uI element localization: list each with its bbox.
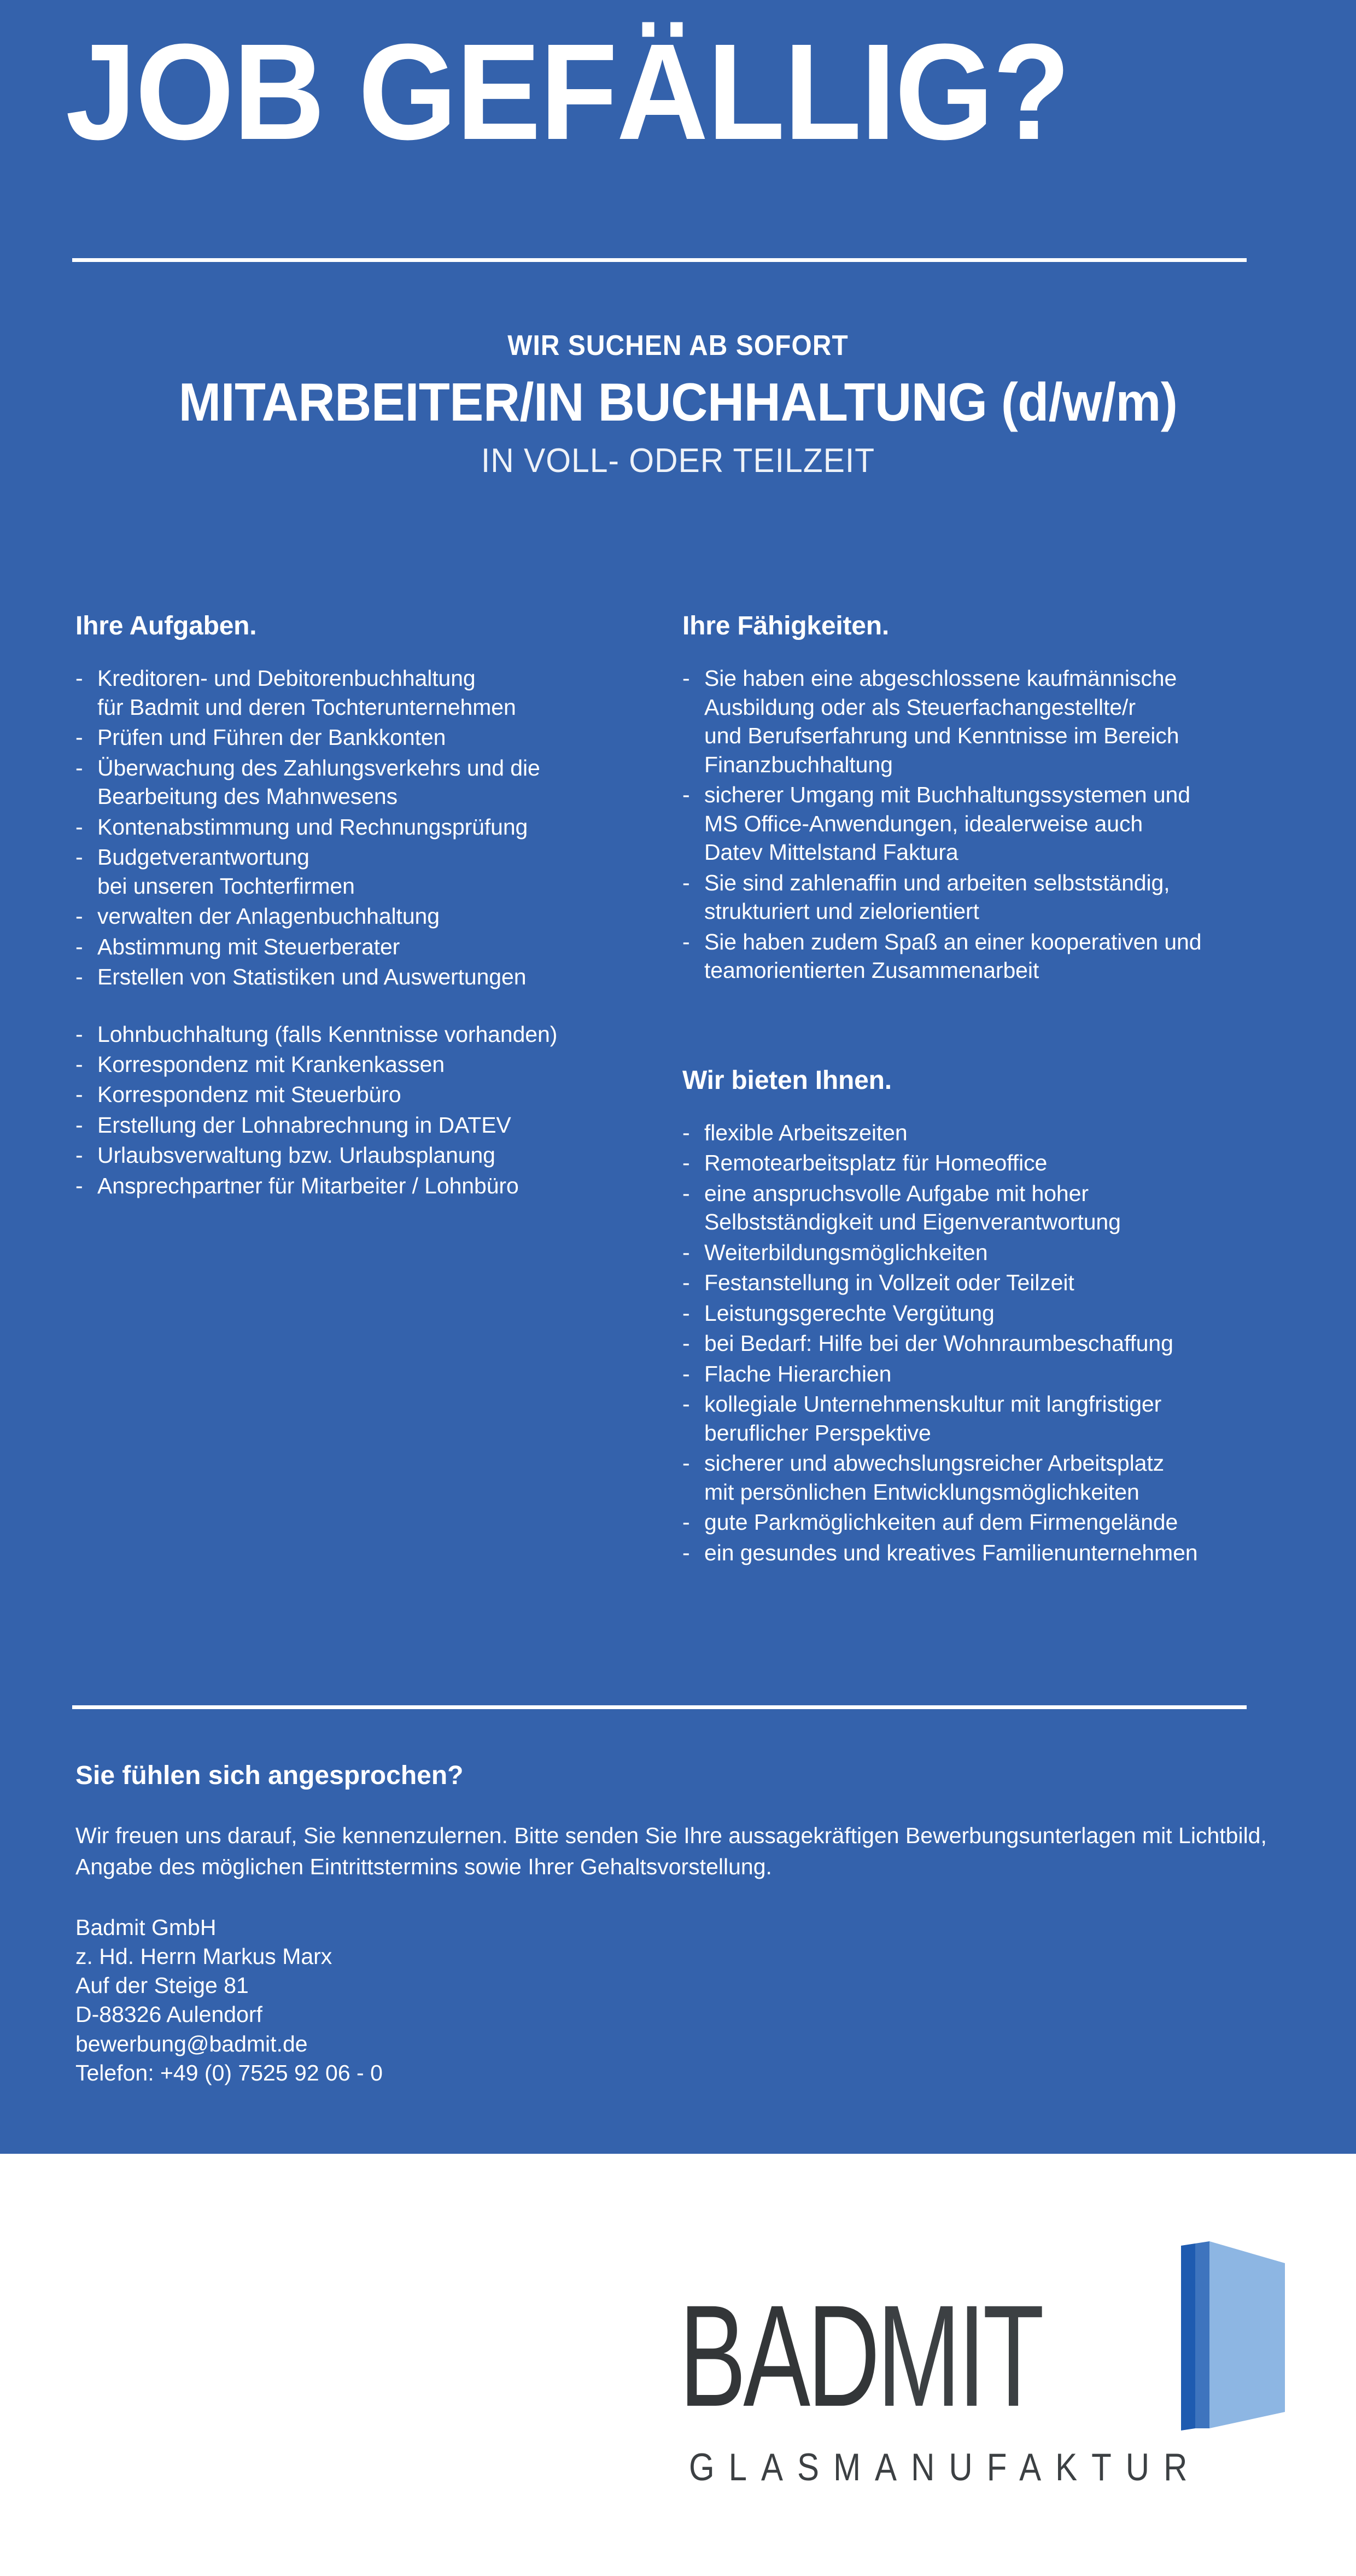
bullet-dash: - [75, 964, 83, 990]
tasks-list-secondary [75, 1020, 650, 1200]
list-item-text: Festanstellung in Vollzeit oder Teilzeit [704, 1270, 1074, 1296]
bullet-dash: - [75, 755, 83, 780]
list-item [682, 869, 1317, 926]
list-item [682, 1390, 1317, 1447]
list-item-text: Flache Hierarchien [704, 1361, 892, 1386]
kicker-text: WIR SUCHEN AB SOFORT [507, 330, 849, 362]
list-item [682, 1360, 1317, 1388]
list-item [75, 1080, 650, 1109]
bullet-dash: - [75, 725, 83, 750]
bullet-dash: - [75, 904, 83, 929]
contact-email[interactable]: bewerbung@badmit.de [75, 2031, 308, 2056]
list-item-text: Remotearbeitsplatz für Homeoffice [704, 1150, 1048, 1176]
logo-wordmark [679, 2275, 1042, 2437]
list-item [682, 780, 1317, 866]
list-item [75, 1020, 650, 1048]
list-item [682, 1268, 1317, 1297]
list-item-text: Erstellung der Lohnabrechnung in DATEV [97, 1112, 511, 1138]
skills-heading: Ihre Fähigkeiten. [682, 611, 890, 640]
divider-top [72, 258, 1247, 262]
list-item-text: Lohnbuchhaltung (falls Kenntnisse vorhanden) [97, 1021, 558, 1047]
contact-phone[interactable]: Telefon: +49 (0) 7525 92 06 - 0 [75, 2060, 383, 2086]
job-title-text: MITARBEITER/IN BUCHHALTUNG (d/w/m) [178, 372, 1178, 433]
contact-street: Auf der Steige 81 [75, 1973, 249, 1998]
list-item-text: Sie sind zahlenaffin und arbeiten selbstständig, strukturiert und zielorientiert [704, 870, 1170, 924]
bullet-dash: - [682, 929, 690, 954]
list-item [682, 1238, 1317, 1267]
list-item [75, 933, 650, 961]
bullet-dash: - [75, 934, 83, 959]
list-item [682, 1329, 1317, 1357]
bullet-dash: - [682, 1331, 690, 1356]
list-item [75, 1111, 650, 1139]
list-item [682, 1538, 1317, 1567]
list-item-text: eine anspruchsvolle Aufgabe mit hoher Selbstständigkeit und Eigenverantwortung [704, 1180, 1121, 1235]
bullet-dash: - [682, 782, 690, 808]
bullet-dash: - [682, 1361, 690, 1386]
badmit-logo [679, 2218, 1291, 2492]
bullet-dash: - [75, 814, 83, 840]
bullet-dash: - [75, 1082, 83, 1108]
bullet-dash: - [682, 870, 690, 895]
list-item [75, 843, 650, 900]
bullet-dash: - [682, 1510, 690, 1535]
subheading-block [0, 330, 1356, 480]
list-item [75, 963, 650, 991]
bullet-dash: - [682, 1180, 690, 1206]
list-item-text: Erstellen von Statistiken und Auswertungen [97, 964, 527, 990]
skills-offer-column [682, 613, 1317, 1569]
list-item-text: bei Bedarf: Hilfe bei der Wohnraumbeschaffung [704, 1331, 1173, 1356]
bullet-dash: - [682, 1270, 690, 1296]
bullet-dash: - [75, 1052, 83, 1077]
list-item-text: verwalten der Anlagenbuchhaltung [97, 904, 440, 929]
list-item [682, 1508, 1317, 1536]
bullet-dash: - [75, 666, 83, 691]
list-item-text: sicherer Umgang mit Buchhaltungssystemen und MS Office-Anwendungen, idealerweise auch Datev Mittelstand Faktura [704, 782, 1190, 865]
list-item [75, 902, 650, 930]
divider-bottom [72, 1705, 1247, 1709]
tasks-column [75, 613, 650, 1202]
offer-list [682, 1118, 1317, 1567]
tasks-heading: Ihre Aufgaben. [75, 611, 257, 640]
list-item [75, 1141, 650, 1169]
list-item-text: Urlaubsverwaltung bzw. Urlaubsplanung [97, 1143, 495, 1168]
list-item-text: Kontenabstimmung und Rechnungsprüfung [97, 814, 528, 840]
bullet-dash: - [682, 666, 690, 691]
list-item [682, 1449, 1317, 1506]
list-item-text: Leistungsgerechte Vergütung [704, 1300, 995, 1326]
logo-word-mit: MIT [876, 2275, 1042, 2437]
glass-panes-icon [1181, 2238, 1285, 2431]
list-item [75, 754, 650, 811]
bullet-dash: - [75, 1143, 83, 1168]
skills-list [682, 664, 1317, 984]
list-item [75, 1050, 650, 1079]
contact-heading: Sie fühlen sich angesprochen? [75, 1761, 464, 1790]
list-item-text: sicherer und abwechslungsreicher Arbeitsplatz mit persönlichen Entwicklungsmöglichkeiten [704, 1450, 1165, 1505]
bullet-dash: - [682, 1540, 690, 1565]
list-item [682, 1118, 1317, 1147]
contact-paragraph: Wir freuen uns darauf, Sie kennenzulernen. Bitte senden Sie Ihre aussagekräftigen Bewerbungsunterlagen mit Lichtbild, Angabe des möglichen Eintrittstermins sowie Ihrer Gehaltsvorstellung. [75, 1823, 1267, 1879]
list-item [75, 723, 650, 751]
list-item [682, 1149, 1317, 1177]
list-item-text: flexible Arbeitszeiten [704, 1120, 908, 1145]
list-item-text: ein gesundes und kreatives Familienunternehmen [704, 1540, 1198, 1565]
list-item-text: gute Parkmöglichkeiten auf dem Firmengelände [704, 1510, 1178, 1535]
bullet-dash: - [682, 1120, 690, 1145]
bullet-dash: - [75, 1173, 83, 1198]
list-item [682, 928, 1317, 985]
bullet-dash: - [75, 1112, 83, 1138]
list-item [75, 813, 650, 841]
list-item-text: Abstimmung mit Steuerberater [97, 934, 400, 959]
list-item [682, 1299, 1317, 1327]
bullet-dash: - [682, 1239, 690, 1265]
page-title: JOB GEFÄLLIG? [66, 15, 1069, 168]
list-item [75, 1172, 650, 1200]
logo-word-bad: BAD [679, 2275, 877, 2437]
list-item-text: Sie haben zudem Spaß an einer kooperativen und teamorientierten Zusammenarbeit [704, 929, 1202, 983]
offer-heading: Wir bieten Ihnen. [682, 1065, 892, 1095]
bullet-dash: - [75, 1021, 83, 1047]
list-item [682, 1179, 1317, 1237]
list-item-text: kollegiale Unternehmenskultur mit langfristiger beruflicher Perspektive [704, 1391, 1162, 1446]
list-item-text: Weiterbildungsmöglichkeiten [704, 1239, 988, 1265]
contact-section [75, 1762, 1311, 2088]
bullet-dash: - [682, 1391, 690, 1417]
contact-attention: z. Hd. Herrn Markus Marx [75, 1943, 332, 1969]
bullet-dash: - [682, 1450, 690, 1476]
contact-city: D-88326 Aulendorf [75, 2002, 262, 2027]
bullet-dash: - [682, 1300, 690, 1326]
list-item [682, 664, 1317, 779]
logo-area [0, 2154, 1356, 2576]
bullet-dash: - [682, 1150, 690, 1176]
contact-company: Badmit GmbH [75, 1914, 217, 1940]
list-item-text: Sie haben eine abgeschlossene kaufmännische Ausbildung oder als Steuerfachangestellte/r und Berufserfahrung und Kenntnisse im Bereich Finanzbuchhaltung [704, 666, 1179, 777]
list-item-text: Korrespondenz mit Steuerbüro [97, 1082, 401, 1108]
list-item-text: Korrespondenz mit Krankenkassen [97, 1052, 445, 1077]
list-item-text: Prüfen und Führen der Bankkonten [97, 725, 446, 750]
list-item-text: Budgetverantwortung bei unseren Tochterfirmen [97, 844, 355, 899]
bullet-dash: - [75, 844, 83, 870]
list-item-text: Überwachung des Zahlungsverkehrs und die Bearbeitung des Mahnwesens [97, 755, 540, 809]
list-item [75, 664, 650, 721]
list-item-text: Ansprechpartner für Mitarbeiter / Lohnbüro [97, 1173, 519, 1198]
employment-type-text: IN VOLL- ODER TEILZEIT [481, 442, 875, 480]
list-item-text: Kreditoren- und Debitorenbuchhaltung für Badmit und deren Tochterunternehmen [97, 666, 516, 720]
logo-subtitle: GLASMANUFAKTUR [689, 2445, 1202, 2489]
tasks-list-primary [75, 664, 650, 991]
